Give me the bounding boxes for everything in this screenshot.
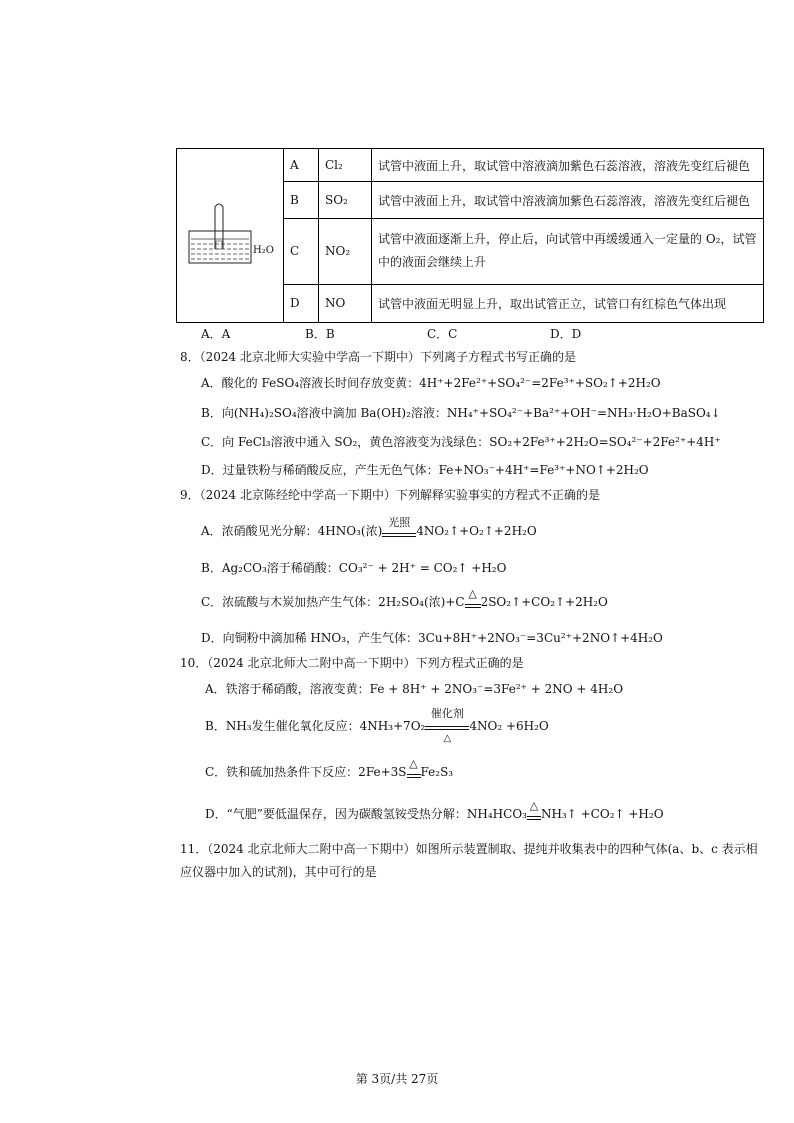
phenomenon-text: 试管中液面无明显上升，取出试管正立，试管口有红棕色气体出现 xyxy=(372,284,764,322)
q10-stem: 10．（2024 北京北师大二附中高一下期中）下列方程式正确的是 xyxy=(180,656,524,670)
q10-c-left: C．铁和硫加热条件下反应：2Fe+3S xyxy=(205,765,407,779)
q9-option-c xyxy=(201,587,608,610)
q7-option-d: D．D xyxy=(550,327,582,341)
condition-label: △ xyxy=(529,799,539,812)
q10-d-right: NH₃↑ +CO₂↑ +H₂O xyxy=(540,807,664,821)
q10-option-c xyxy=(205,757,454,780)
catalyst-label: 催化剂 xyxy=(430,706,464,720)
q9-c-condition xyxy=(465,587,481,608)
q7-option-a: A．A xyxy=(201,327,231,341)
option-letter: C xyxy=(284,218,319,284)
apparatus-figure-cell xyxy=(177,149,284,323)
q9-option-a xyxy=(201,516,537,539)
q10-b-right: 4NO₂ +6H₂O xyxy=(469,719,549,733)
gas-name: NO xyxy=(319,284,372,322)
q10-d-condition xyxy=(527,799,541,820)
q8-option-b: B．向(NH₄)₂SO₄溶液中滴加 Ba(OH)₂溶液：NH₄⁺+SO₄²⁻+Ba²⁺+OH⁻=NH₃·H₂O+BaSO₄↓ xyxy=(201,406,721,420)
water-label: H₂O xyxy=(253,245,274,256)
condition-label: 光照 xyxy=(388,516,411,529)
q11-stem-line2: 应仪器中加入的试剂)，其中可行的是 xyxy=(180,865,377,879)
q8-option-a: A．酸化的 FeSO₄溶液长时间存放变黄：4H⁺+2Fe²⁺+SO₄²⁻=2Fe³⁺+SO₂↑+2H₂O xyxy=(201,376,661,390)
q8-stem: 8．（2024 北京北师大实验中学高一下期中）下列离子方程式书写正确的是 xyxy=(180,350,576,364)
q10-c-right: Fe₂S₃ xyxy=(420,765,454,779)
q9-a-right: 4NO₂↑+O₂↑+2H₂O xyxy=(416,524,537,538)
experiment-table xyxy=(176,148,764,323)
q9-a-left: A．浓硝酸见光分解：4HNO₃(浓) xyxy=(201,524,383,538)
q7-option-c: C．C xyxy=(427,327,458,341)
test-tube-in-water-figure xyxy=(183,149,277,319)
q9-c-left: C．浓硫酸与木炭加热产生气体：2H₂SO₄(浓)+C xyxy=(201,595,465,609)
q9-option-b: B．Ag₂CO₃溶于稀硝酸：CO₃²⁻ + 2H⁺ = CO₂↑ +H₂O xyxy=(201,561,507,575)
condition-label: △ xyxy=(409,757,418,770)
option-letter: A xyxy=(284,149,319,182)
q8-option-d: D．过量铁粉与稀硝酸反应，产生无色气体：Fe+NO₃⁻+4H⁺=Fe³⁺+NO↑+2H₂O xyxy=(201,463,649,477)
q10-b-condition xyxy=(425,706,469,744)
q10-option-b xyxy=(205,706,549,744)
condition-label: △ xyxy=(468,587,477,600)
table-row xyxy=(177,149,764,182)
option-letter: B xyxy=(284,182,319,218)
heat-label: △ xyxy=(443,732,452,744)
phenomenon-text: 试管中液面上升，取试管中溶液滴加紫色石蕊溶液，溶液先变红后褪色 xyxy=(372,149,764,182)
option-letter: D xyxy=(284,284,319,322)
q9-stem: 9．（2024 北京陈经纶中学高一下期中）下列解释实验事实的方程式不正确的是 xyxy=(180,488,600,502)
phenomenon-text: 试管中液面上升，取试管中溶液滴加紫色石蕊溶液，溶液先变红后褪色 xyxy=(372,182,764,218)
q9-c-right: 2SO₂↑+CO₂↑+2H₂O xyxy=(480,595,608,609)
q11-stem-line1: 11．（2024 北京北师大二附中高一下期中）如图所示装置制取、提纯并收集表中的四种气体(a、b、c 表示相 xyxy=(180,842,758,856)
q10-option-a: A．铁溶于稀硝酸，溶液变黄：Fe + 8H⁺ + 2NO₃⁻=3Fe²⁺ + 2NO + 4H₂O xyxy=(205,682,624,696)
q8-option-c: C．向 FeCl₃溶液中通入 SO₂，黄色溶液变为浅绿色：SO₂+2Fe³⁺+2H₂O=SO₄²⁻+2Fe²⁺+4H⁺ xyxy=(201,435,721,449)
q7-option-b: B．B xyxy=(305,327,335,341)
q10-b-left: B．NH₃发生催化氧化反应：4NH₃+7O₂ xyxy=(205,719,426,733)
gas-name: NO₂ xyxy=(319,218,372,284)
q10-c-condition xyxy=(407,757,421,778)
phenomenon-text: 试管中液面逐渐上升，停止后，向试管中再缓缓通入一定量的 O₂，试管中的液面会继续上升 xyxy=(372,218,764,284)
gas-name: Cl₂ xyxy=(319,149,372,182)
q9-option-d: D．向铜粉中滴加稀 HNO₃，产生气体：3Cu+8H⁺+2NO₃⁻=3Cu²⁺+2NO↑+4H₂O xyxy=(201,631,663,645)
gas-name: SO₂ xyxy=(319,182,372,218)
q10-option-d xyxy=(205,799,664,822)
q9-a-condition xyxy=(382,516,416,537)
q10-d-left: D．“气肥”要低温保存，因为碳酸氢铵受热分解：NH₄HCO₃ xyxy=(205,807,527,821)
page-number: 第 3页/共 27页 xyxy=(355,1072,439,1086)
